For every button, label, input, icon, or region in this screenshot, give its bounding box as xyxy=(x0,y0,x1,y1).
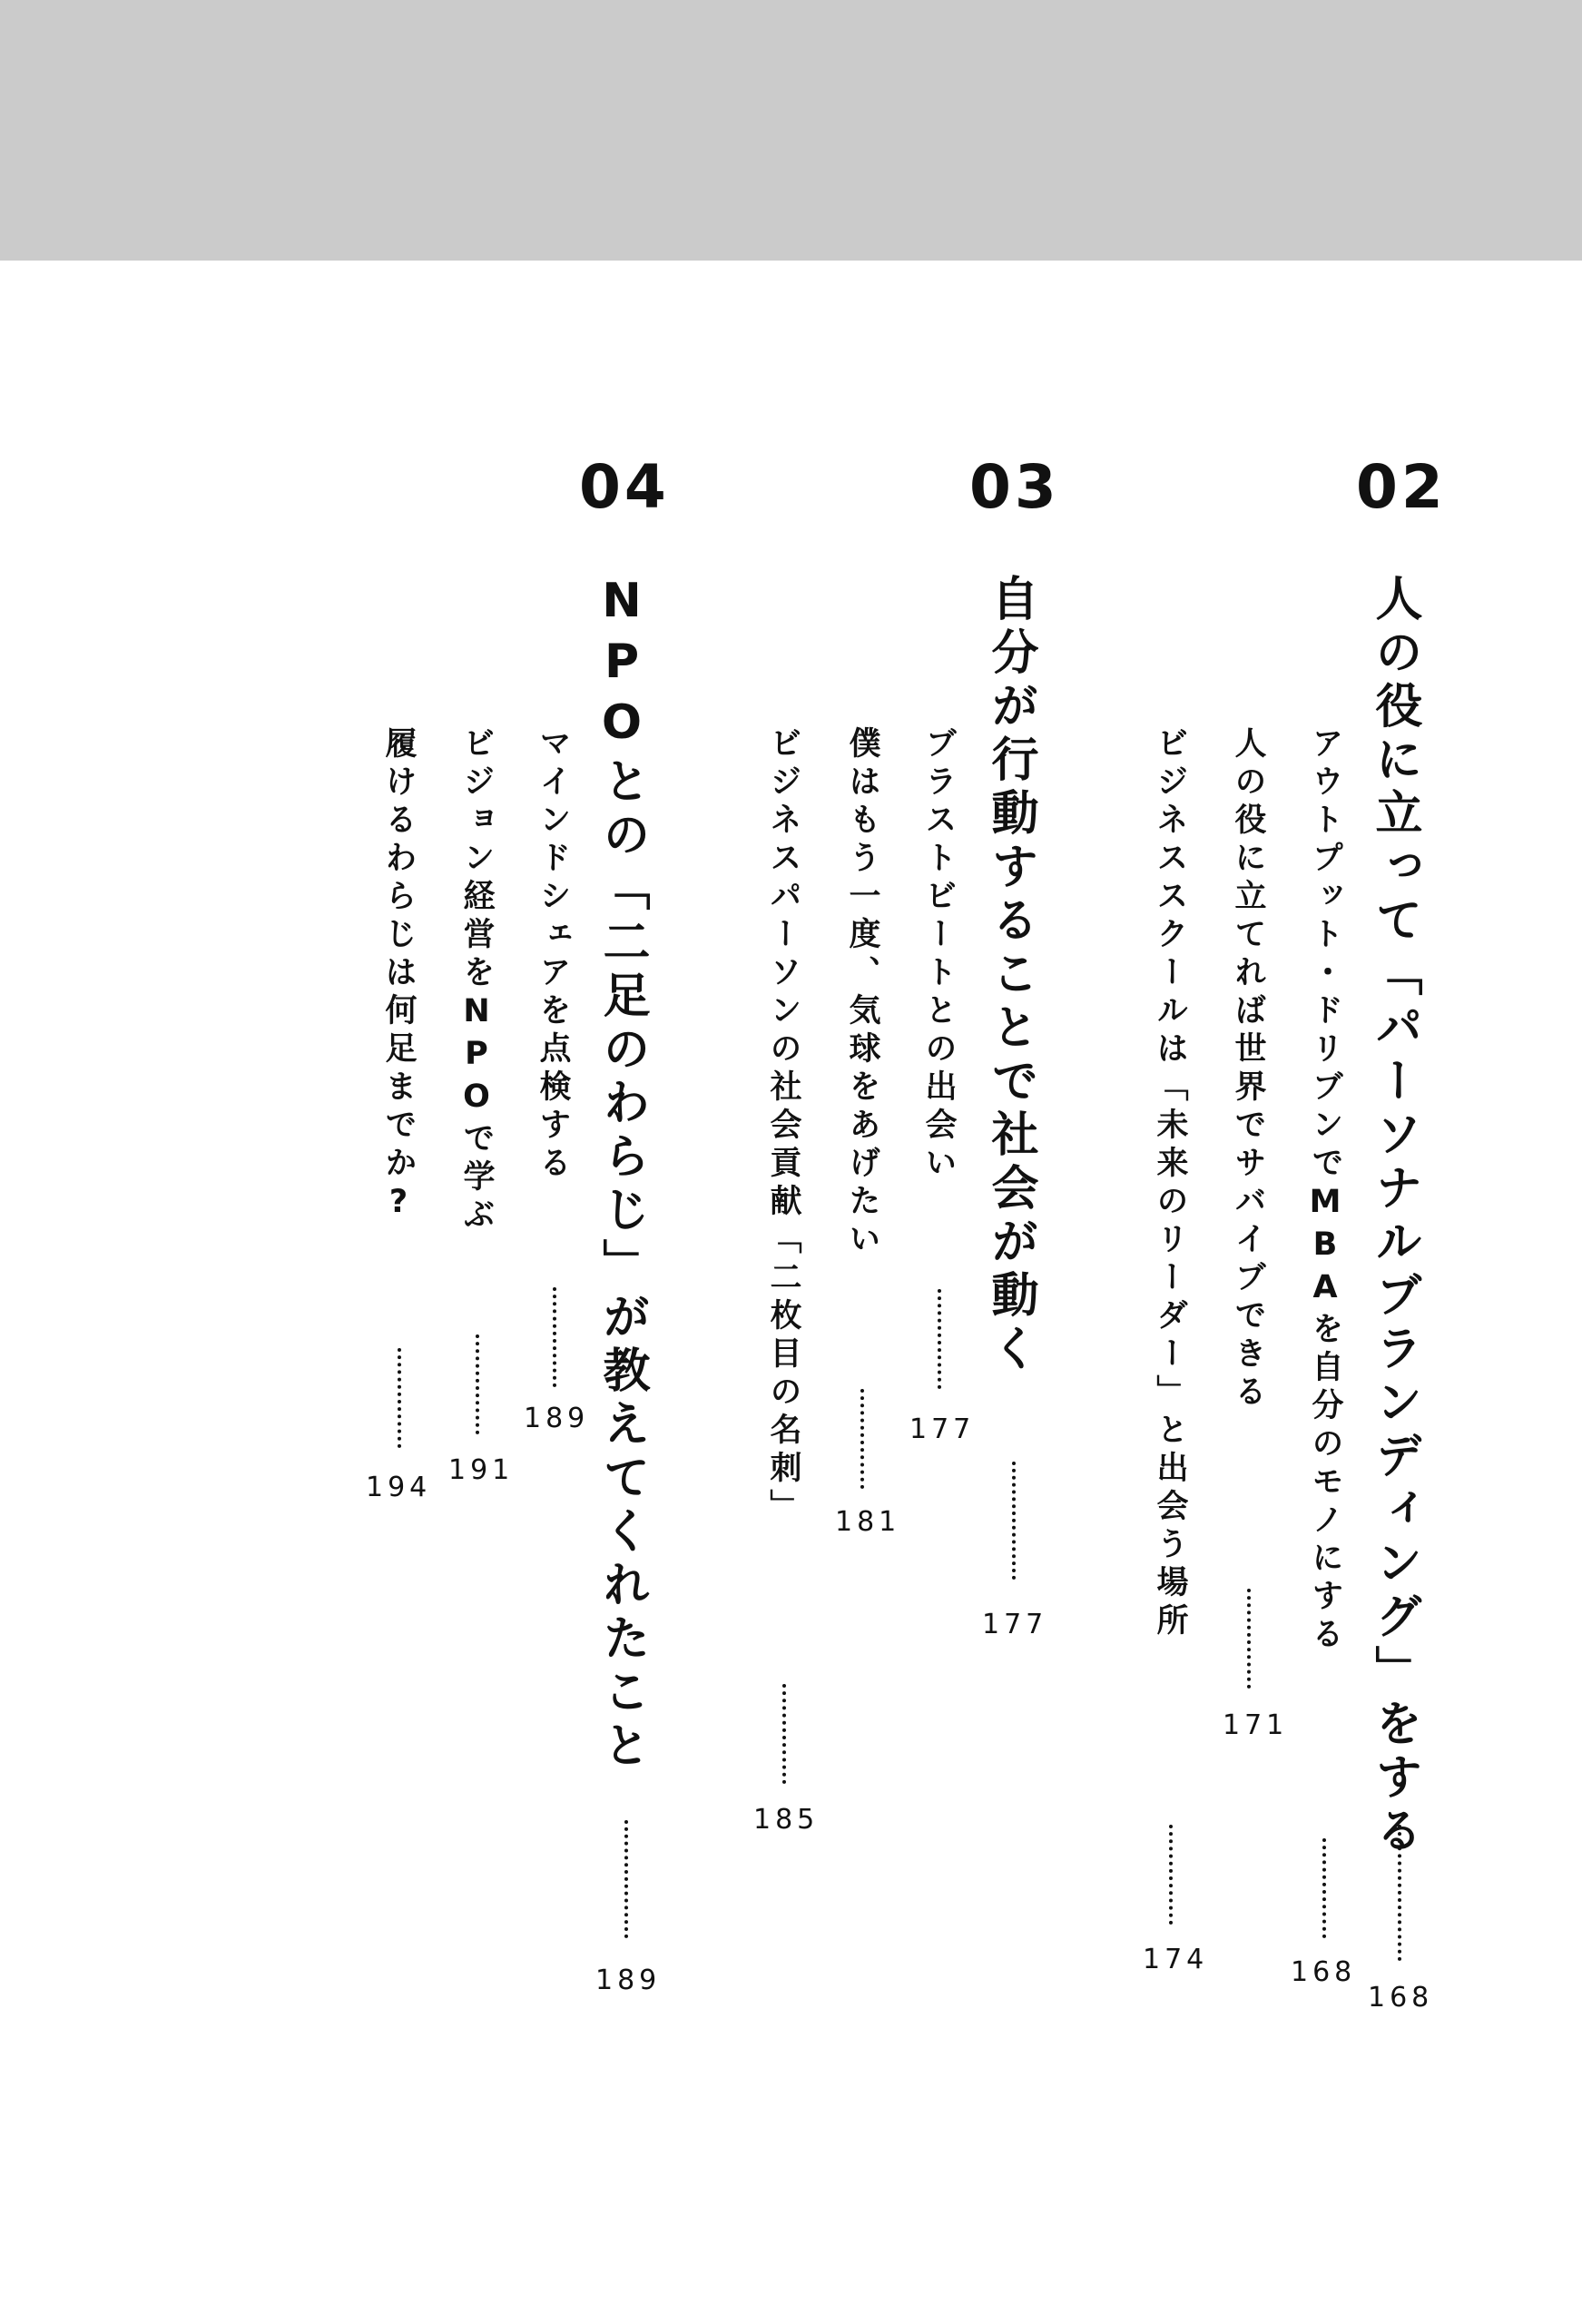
page-number: 171 xyxy=(1223,1709,1289,1741)
leader-dots xyxy=(938,1289,941,1389)
leader-dots xyxy=(1169,1825,1173,1925)
toc-item-label: 履けるわらじは何足までか? xyxy=(380,726,417,1226)
toc-item-label: マインドシェアを点検する xyxy=(535,726,571,1184)
section-title: 人の役に立って「パーソナルブランディング」をする xyxy=(1367,574,1421,1859)
toc-item-label: アウトプット・ドリブンでMBAを自分のモノにする xyxy=(1307,726,1343,1655)
leader-dots xyxy=(860,1389,864,1489)
toc-item-label: 人の役に立てれば世界でサバイブできる xyxy=(1230,726,1266,1413)
section-number: 02 xyxy=(1356,452,1447,522)
section-number: 04 xyxy=(579,452,670,522)
section-title: 自分が行動することで社会が動く xyxy=(983,574,1037,1377)
toc-item-label: 僕はもう一度、気球をあげたい xyxy=(844,726,880,1260)
page-number: 168 xyxy=(1368,1982,1434,2014)
toc-item-label: ビジョン経営をNPOで学ぶ xyxy=(458,726,495,1236)
leader-dots xyxy=(476,1334,479,1434)
leader-dots xyxy=(1012,1462,1016,1580)
leader-dots xyxy=(624,1820,628,1938)
page-number: 185 xyxy=(753,1804,820,1836)
page-number: 168 xyxy=(1291,1956,1357,1988)
page-number: 189 xyxy=(595,1965,662,1996)
toc-item-label: ビジネススクールは「未来のリーダー」と出会う場所 xyxy=(1152,726,1188,1641)
toc-item-label: ブラストビートとの出会い xyxy=(920,726,957,1184)
page-number: 181 xyxy=(835,1506,901,1538)
page-number: 174 xyxy=(1143,1944,1209,1975)
leader-dots xyxy=(398,1348,401,1448)
page-number: 177 xyxy=(982,1609,1048,1640)
page-number: 177 xyxy=(909,1413,976,1445)
page-number: 191 xyxy=(448,1454,515,1486)
header-band xyxy=(0,0,1582,261)
leader-dots xyxy=(782,1684,786,1784)
leader-dots xyxy=(1322,1838,1326,1938)
page-number: 189 xyxy=(524,1403,590,1434)
leader-dots xyxy=(1247,1589,1251,1689)
section-title: NPOとの「二足のわらじ」が教えてくれたこと xyxy=(594,574,649,1774)
leader-dots xyxy=(553,1287,556,1387)
page-number: 194 xyxy=(366,1472,432,1503)
leader-dots xyxy=(1398,1825,1401,1961)
section-number: 03 xyxy=(969,452,1060,522)
toc-item-label: ビジネスパーソンの社会貢献「二枚目の名刺」 xyxy=(765,726,801,1527)
